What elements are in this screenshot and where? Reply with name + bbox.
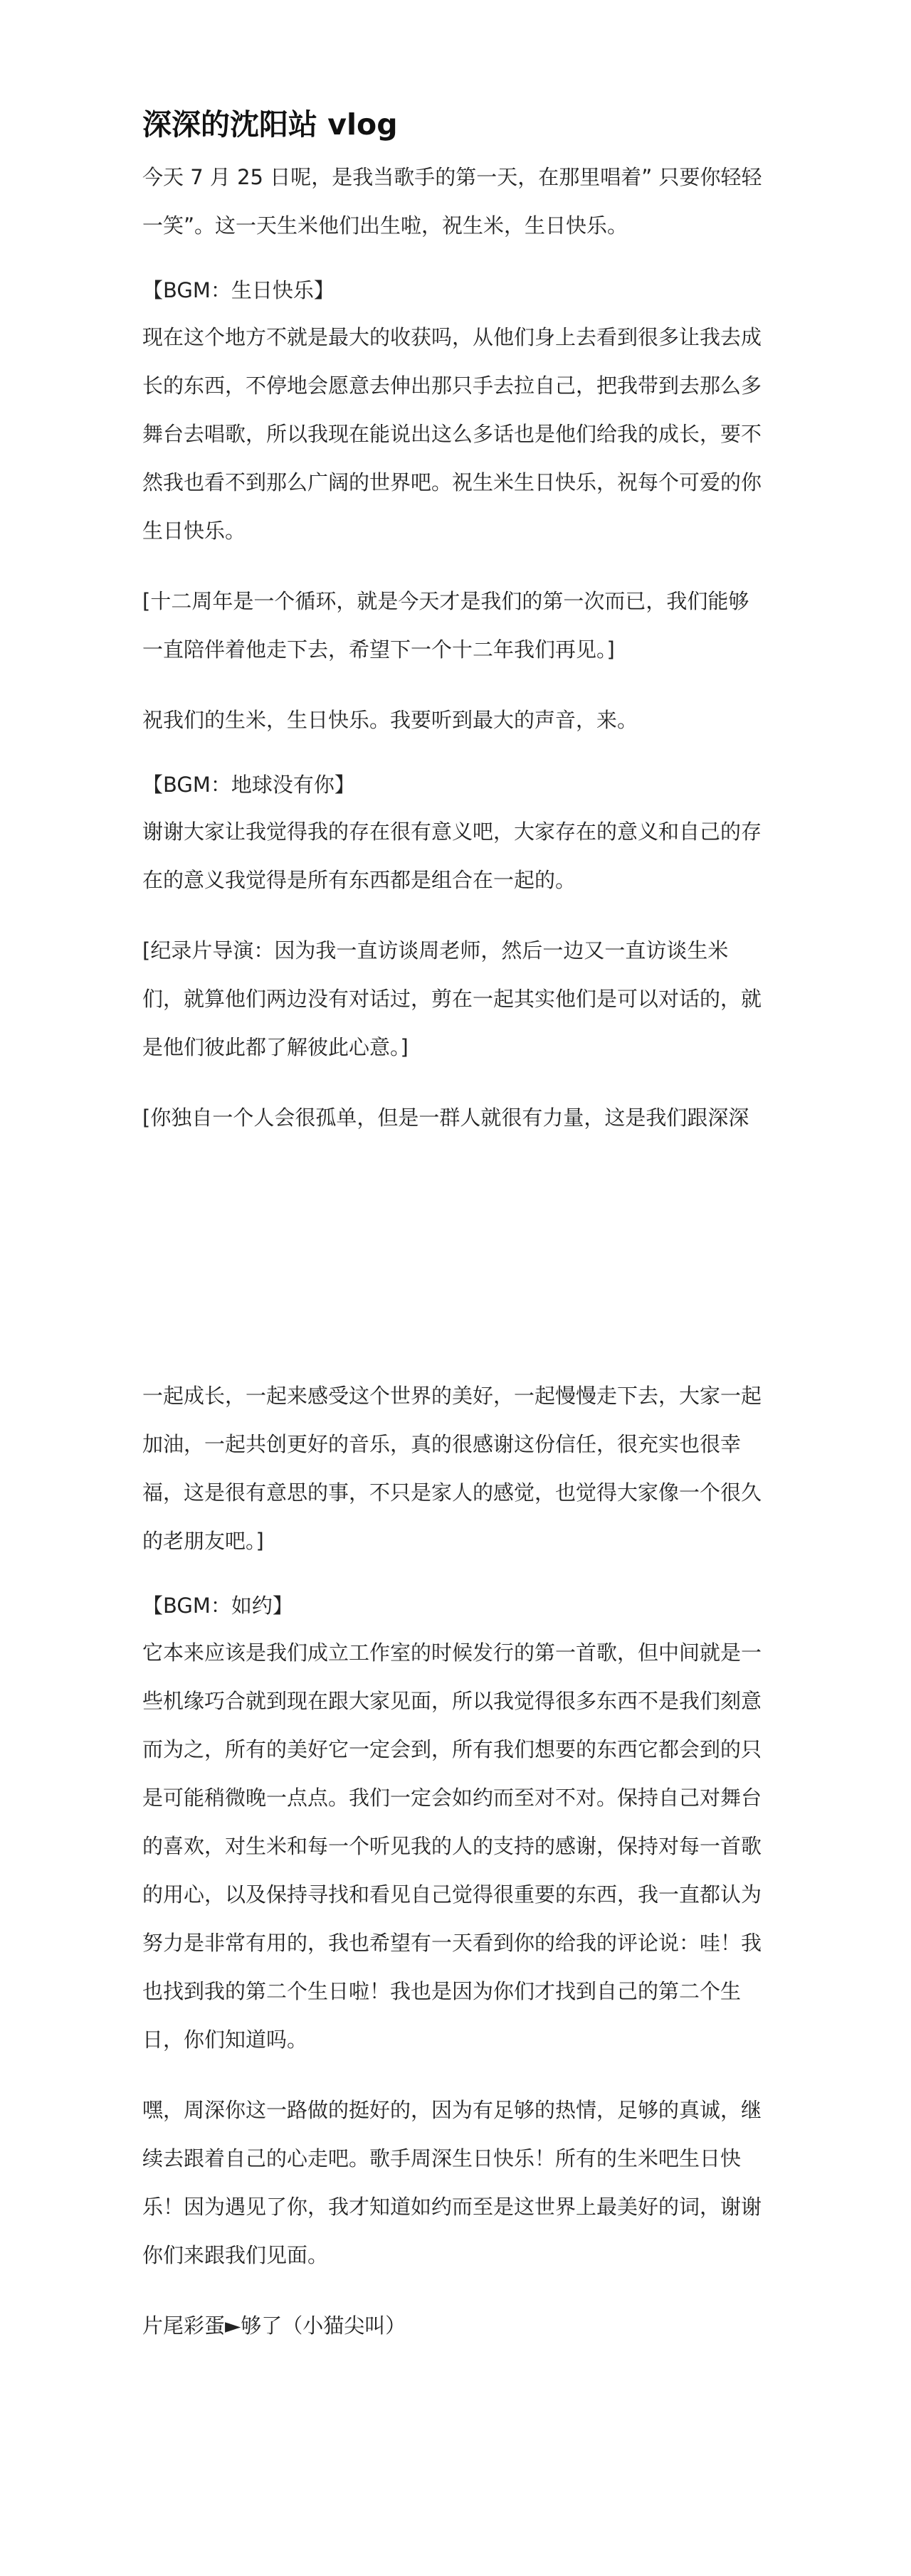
paragraph: 谢谢大家让我觉得我的存在很有意义吧，大家存在的意义和自己的存在的意义我觉得是所有东西都是组合在一起的。 — [142, 820, 762, 893]
paragraph: [纪录片导演：因为我一直访谈周老师，然后一边又一直访谈生米们，就算他们两边没有对话过，剪在一起其实他们是可以对话的，就是他们彼此都了解彼此心意。] — [142, 938, 762, 1060]
article-body — [142, 153, 769, 2350]
paragraph: 片尾彩蛋►够了（小猫尖叫） — [142, 2313, 406, 2338]
article-title: 深深的沈阳站 vlog — [142, 107, 398, 142]
bgm-heading: 【BGM：地球没有你】 — [142, 773, 355, 797]
article — [142, 107, 769, 2372]
bgm-heading: 【BGM：生日快乐】 — [142, 278, 335, 303]
paragraph: 祝我们的生米，生日快乐。我要听到最大的声音，来。 — [142, 708, 638, 733]
paragraph: 它本来应该是我们成立工作室的时候发行的第一首歌，但中间就是一些机缘巧合就到现在跟大家见面，所以我觉得很多东西不是我们刻意而为之，所有的美好它一定会到，所有我们想要的东西它都会到的只是可能稍微晚一点点。我们一定会如约而至对不对。保持自己对舞台的喜欢，对生米和每一个听见我的人的支持的感谢，保持对每一首歌的用心，以及保持寻找和看见自己觉得很重要的东西，我一直都认为努力是非常有用的，我也希望有一天看到你的给我的评论说：哇！我也找到我的第二个生日啦！我也是因为你们才找到自己的第二个生日，你们知道吗。 — [142, 1641, 762, 2052]
paragraph: 现在这个地方不就是最大的收获吗，从他们身上去看到很多让我去成长的东西，不停地会愿意去伸出那只手去拉自己，把我带到去那么多舞台去唱歌，所以我现在能说出这么多话也是他们给我的成长，要不然我也看不到那么广阔的世界吧。祝生米生日快乐，祝每个可爱的你生日快乐。 — [142, 325, 762, 544]
paragraph: 今天 7 月 25 日呢，是我当歌手的第一天，在那里唱着” 只要你轻轻一笑”。这一天生米他们出生啦，祝生米，生日快乐。 — [142, 165, 762, 238]
paragraph: [十二周年是一个循环，就是今天才是我们的第一次而已，我们能够一直陪伴着他走下去，希望下一个十二年我们再见。] — [142, 589, 749, 662]
paragraph: 嘿，周深你这一路做的挺好的，因为有足够的热情，足够的真诚，继续去跟着自己的心走吧。歌手周深生日快乐！所有的生米吧生日快乐！因为遇见了你，我才知道如约而至是这世界上最美好的词，谢谢你们来跟我们见面。 — [142, 2098, 762, 2268]
bgm-heading: 【BGM：如约】 — [142, 1594, 293, 1618]
blank-gap — [142, 1164, 769, 1372]
paragraph: 一起成长，一起来感受这个世界的美好，一起慢慢走下去，大家一起加油，一起共创更好的音乐，真的很感谢这份信任，很充实也很幸福，这是很有意思的事，不只是家人的感觉，也觉得大家像一个很久的老朋友吧。] — [142, 1384, 762, 1554]
paragraph: [你独自一个人会很孤单，但是一群人就很有力量，这是我们跟深深 — [142, 1106, 749, 1130]
